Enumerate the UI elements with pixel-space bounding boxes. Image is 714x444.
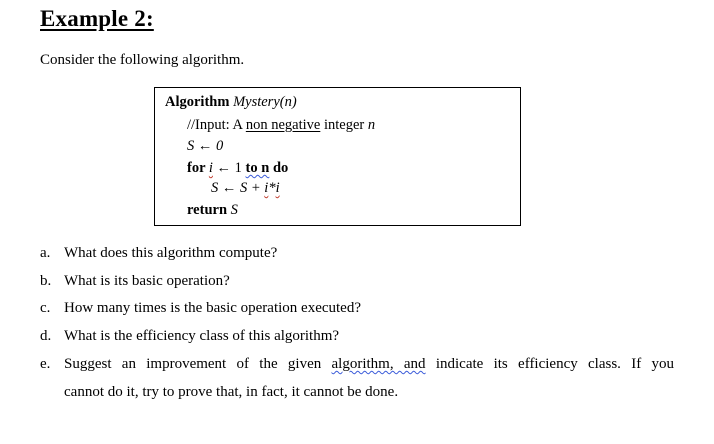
question-text: What is its basic operation? (64, 273, 230, 289)
question-text (64, 356, 674, 373)
body-i2: i (275, 180, 280, 196)
algorithm-for (187, 160, 288, 177)
for-keyword: for (187, 160, 209, 176)
intro-text: Consider the following algorithm. (40, 52, 245, 68)
algorithm-body (211, 180, 280, 197)
algorithm-name: Mystery(n) (233, 94, 297, 110)
question-letter: c. (40, 300, 51, 316)
question-e-continuation: cannot do it, try to prove that, in fact, it cannot be done. (64, 384, 399, 400)
for-do: do (269, 160, 289, 176)
question-letter: a. (40, 245, 51, 261)
input-prefix: //Input: A (187, 117, 246, 133)
question-letter: b. (40, 273, 52, 289)
body-star: * (268, 180, 276, 196)
question-text: How many times is the basic operation executed? (64, 300, 361, 316)
for-to: to n (245, 160, 270, 176)
return-var: S (227, 202, 238, 218)
algorithm-init: S ← 0 (187, 138, 224, 154)
algorithm-input-comment (187, 117, 375, 134)
input-underlined: non negative (245, 117, 321, 133)
question-e-suffix: indicate its efficiency class. If you (425, 356, 675, 372)
question-text: What is the efficiency class of this algorithm? (64, 328, 340, 344)
question-e-marked: algorithm, and (331, 356, 426, 372)
input-suffix: integer (320, 117, 368, 133)
question-text: What does this algorithm compute? (64, 245, 278, 261)
for-var: i (208, 160, 213, 176)
input-var: n (367, 117, 376, 133)
question-letter: e. (40, 356, 51, 372)
algorithm-header (165, 94, 297, 111)
body-i1: i (264, 180, 269, 196)
algorithm-box (154, 87, 521, 226)
algorithm-keyword: Algorithm (165, 94, 230, 110)
for-arrow: ← 1 (212, 160, 246, 176)
page-title: Example 2: (40, 6, 154, 31)
body-prefix: S ← S + (211, 180, 265, 196)
question-e-prefix: Suggest an improvement of the given (64, 356, 332, 372)
question-letter: d. (40, 328, 52, 344)
return-keyword: return (187, 202, 228, 218)
algorithm-return (187, 202, 238, 219)
